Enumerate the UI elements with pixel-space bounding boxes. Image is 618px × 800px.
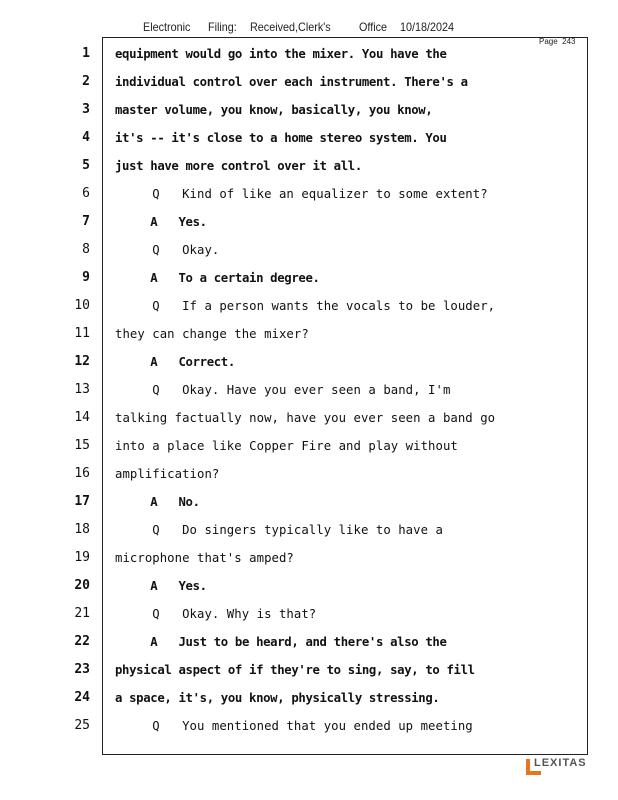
line-number: 20 [74, 578, 90, 593]
logo-text: LEXITAS [534, 757, 587, 769]
transcript-line: Q If a person wants the vocals to be louder, [115, 299, 496, 313]
line-number: 14 [74, 410, 90, 425]
header-office: Office [359, 20, 388, 34]
line-number: 5 [82, 158, 90, 173]
line-number: 19 [74, 550, 90, 565]
line-number: 16 [74, 466, 90, 481]
page-number [539, 37, 576, 46]
filing-header [0, 20, 618, 36]
line-number: 12 [74, 354, 90, 369]
line-number: 15 [74, 438, 90, 453]
transcript-line: talking factually now, have you ever seen a band go [115, 411, 496, 425]
transcript-line: they can change the mixer? [115, 327, 309, 341]
line-number: 6 [82, 186, 90, 201]
line-number: 3 [82, 102, 90, 117]
line-number: 2 [82, 74, 90, 89]
transcript-line: A No. [115, 495, 200, 509]
line-number: 10 [74, 298, 90, 313]
transcript-line: A Yes. [115, 215, 207, 229]
transcript-line: A Yes. [115, 579, 207, 593]
page-label: Page [539, 37, 558, 46]
header-date: 10/18/2024 [400, 20, 455, 34]
line-number: 1 [82, 46, 90, 61]
line-number: 7 [82, 214, 90, 229]
transcript-line: microphone that's amped? [115, 551, 294, 565]
transcript-line: a space, it's, you know, physically stressing. [115, 691, 440, 705]
header-electronic: Electronic [143, 20, 191, 34]
transcript-line: amplification? [115, 467, 220, 481]
transcript-line: Q Okay. Why is that? [115, 607, 317, 621]
transcript-line: A Correct. [115, 355, 235, 369]
transcript-line: Q Okay. Have you ever seen a band, I'm [115, 383, 451, 397]
line-number: 24 [74, 690, 90, 705]
line-number: 23 [74, 662, 90, 677]
line-number: 17 [74, 494, 90, 509]
line-number: 22 [74, 634, 90, 649]
transcript-line: just have more control over it all. [115, 159, 362, 173]
transcript-line: individual control over each instrument. There's a [115, 75, 468, 89]
transcript-line: it's -- it's close to a home stereo system. You [115, 131, 447, 145]
transcript-line: Q Do singers typically like to have a [115, 523, 443, 537]
line-number: 11 [74, 326, 90, 341]
header-received: Received,Clerk's [250, 20, 331, 34]
header-filing: Filing: [208, 20, 237, 34]
line-number: 8 [82, 242, 90, 257]
transcript-line: physical aspect of if they're to sing, say, to fill [115, 663, 475, 677]
transcript-line: A Just to be heard, and there's also the [115, 635, 447, 649]
line-number: 4 [82, 130, 90, 145]
line-number: 9 [82, 270, 90, 285]
transcript-line: master volume, you know, basically, you know, [115, 103, 433, 117]
transcript-line: Q Kind of like an equalizer to some extent? [115, 187, 488, 201]
transcript-line: A To a certain degree. [115, 271, 320, 285]
transcript-line: equipment would go into the mixer. You have the [115, 47, 447, 61]
transcript-line: Q Okay. [115, 243, 220, 257]
lexitas-logo [525, 757, 595, 777]
page-number-value: 243 [562, 37, 576, 46]
transcript-line: into a place like Copper Fire and play without [115, 439, 458, 453]
line-number: 13 [74, 382, 90, 397]
transcript-line: Q You mentioned that you ended up meeting [115, 719, 473, 733]
line-number: 21 [74, 606, 90, 621]
line-number: 25 [74, 718, 90, 733]
line-number: 18 [74, 522, 90, 537]
